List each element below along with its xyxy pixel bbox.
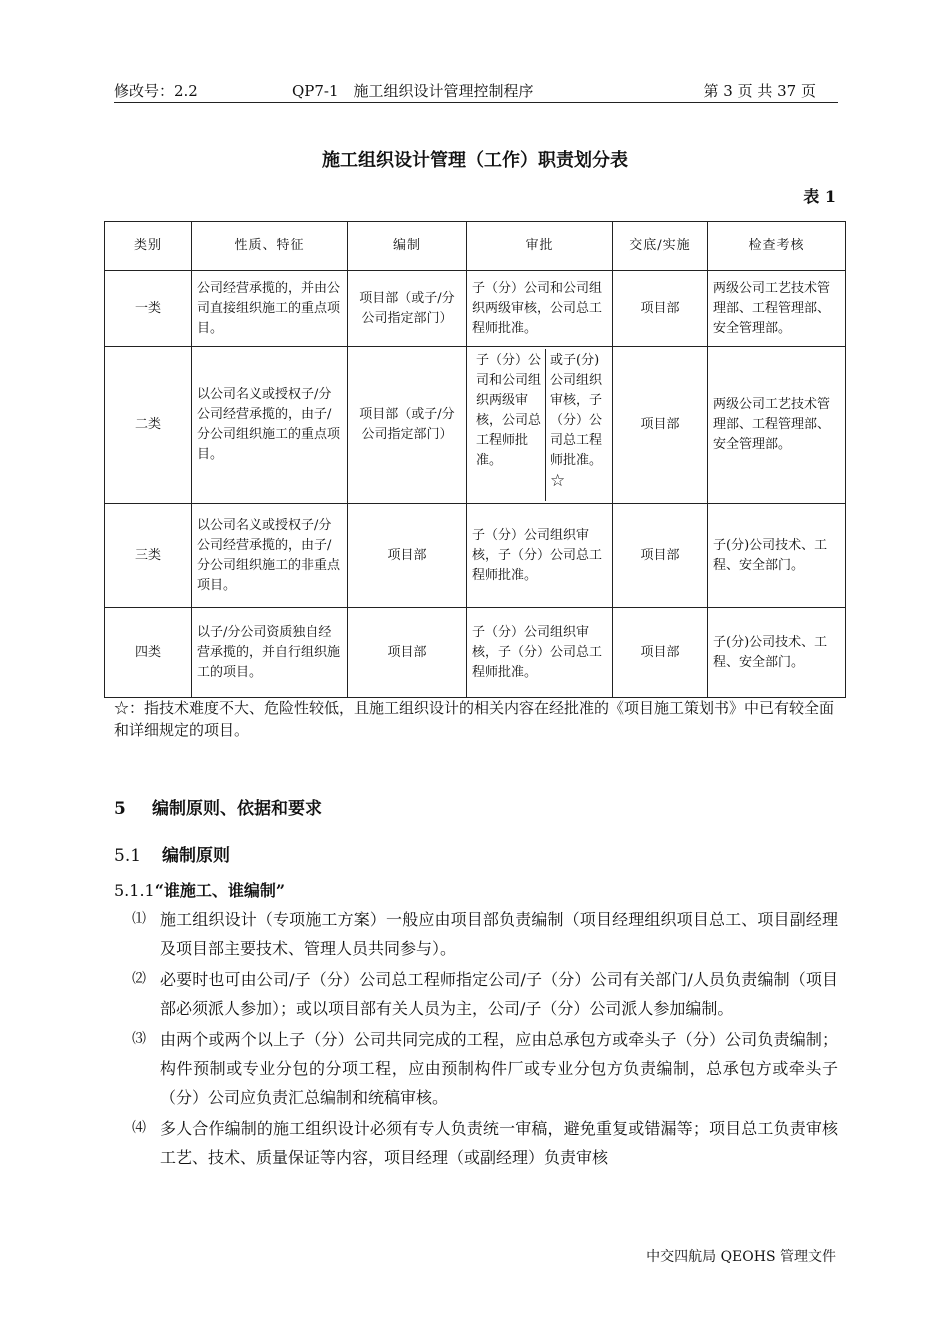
- item-marker: ⑷: [132, 1120, 146, 1136]
- row-implement: 项目部: [613, 271, 708, 347]
- table-number: 表 1: [803, 187, 836, 206]
- table-row: [105, 271, 846, 347]
- row-nature: 以子/分公司资质独自经营承揽的，并自行组织施工的项目。: [192, 608, 348, 698]
- row-compile: 项目部: [348, 608, 467, 698]
- row-category: 四类: [105, 608, 192, 698]
- subsection-title: 编制原则: [162, 846, 230, 866]
- approve-option-b: [546, 349, 607, 501]
- section-title: 编制原则、依据和要求: [152, 799, 322, 819]
- row-nature: 公司经营承揽的，并由公司直接组织施工的重点项目。: [192, 271, 348, 347]
- row-implement: 项目部: [613, 347, 708, 504]
- clause-list: [114, 905, 838, 1174]
- list-item: [114, 1025, 838, 1112]
- document-title: QP7-1 施工组织设计管理控制程序: [292, 82, 534, 100]
- row-implement: 项目部: [613, 504, 708, 608]
- row-category: 一类: [105, 271, 192, 347]
- item-marker: ⑴: [132, 911, 146, 927]
- table-row: [105, 504, 846, 608]
- row-inspect: 子(分)公司技术、工程、安全部门。: [708, 608, 846, 698]
- page-indicator: 第 3 页 共 37 页: [703, 82, 816, 100]
- approve-option-b-text: 或子(分)公司组织审核，子（分）公司总工程师批准。: [550, 353, 603, 468]
- row-approve: 子（分）公司组织审核，子（分）公司总工程师批准。: [467, 504, 613, 608]
- page-header: [114, 78, 838, 103]
- row-category: 二类: [105, 347, 192, 504]
- row-inspect: 子(分)公司技术、工程、安全部门。: [708, 504, 846, 608]
- item-text: 多人合作编制的施工组织设计必须有专人负责统一审稿，避免重复或错漏等；项目总工负责审核工艺、技术、质量保证等内容，项目经理（或副经理）负责审核: [160, 1119, 838, 1167]
- subsection-number: 5.1: [114, 846, 142, 866]
- header-nature: 性质、特征: [192, 222, 348, 271]
- page-footer: 中交四航局 QEOHS 管理文件: [646, 1249, 836, 1265]
- header-category: 类别: [105, 222, 192, 271]
- item-text: 必要时也可由公司/子（分）公司总工程师指定公司/子（分）公司有关部门/人员负责编制（项目部必须派人参加）；或以项目部有关人员为主，公司/子（分）公司派人参加编制。: [160, 970, 838, 1018]
- row-inspect: 两级公司工艺技术管理部、工程管理部、安全管理部。: [708, 347, 846, 504]
- row-compile: 项目部: [348, 504, 467, 608]
- table-title: 施工组织设计管理（工作）职责划分表: [322, 150, 628, 171]
- row-nature: 以公司名义或授权子/分公司经营承揽的，由子/分公司组织施工的重点项目。: [192, 347, 348, 504]
- header-approve: 审批: [467, 222, 613, 271]
- section-number: 5: [114, 799, 126, 819]
- item-marker: ⑵: [132, 971, 146, 987]
- row-inspect: 两级公司工艺技术管理部、工程管理部、安全管理部。: [708, 271, 846, 347]
- row-compile: 项目部（或子/分公司指定部门）: [348, 347, 467, 504]
- header-implement: 交底/实施: [613, 222, 708, 271]
- header-inspect: 检查考核: [708, 222, 846, 271]
- revision-number: 修改号：2.2: [114, 82, 198, 100]
- table-row: [105, 608, 846, 698]
- item-text: 由两个或两个以上子（分）公司共同完成的工程，应由总承包方或牵头子（分）公司负责编制；构件预制或专业分包的分项工程，应由预制构件厂或专业分包方负责编制，总承包方或牵头子（分）公司应负责汇总编制和统稿审核。: [160, 1030, 838, 1107]
- table-header-row: [105, 222, 846, 271]
- table-footnote: ☆：指技术难度不大、危险性较低，且施工组织设计的相关内容在经批准的《项目施工策划书》中已有较全面和详细规定的项目。: [114, 699, 835, 739]
- row-compile: 项目部（或子/分公司指定部门）: [348, 271, 467, 347]
- subsection-heading: [114, 841, 230, 866]
- star-icon: ☆: [550, 471, 566, 491]
- responsibility-table: [104, 221, 846, 698]
- list-item: [114, 1114, 838, 1172]
- list-item: [114, 965, 838, 1023]
- item-marker: ⑶: [132, 1031, 146, 1047]
- clause-title: “谁施工、谁编制”: [154, 881, 286, 900]
- row-nature: 以公司名义或授权子/分公司经营承揽的，由子/分公司组织施工的非重点项目。: [192, 504, 348, 608]
- clause-number: 5.1.1: [114, 881, 155, 900]
- list-item: [114, 905, 838, 963]
- approve-option-a: 子（分）公司和公司组织两级审核，公司总工程师批准。: [472, 349, 546, 501]
- row-category: 三类: [105, 504, 192, 608]
- item-text: 施工组织设计（专项施工方案）一般应由项目部负责编制（项目经理组织项目总工、项目副经理及项目部主要技术、管理人员共同参与）。: [160, 910, 838, 958]
- section-heading: [114, 794, 322, 819]
- header-compile: 编制: [348, 222, 467, 271]
- row-approve-split: [467, 347, 613, 504]
- row-approve: 子（分）公司和公司组织两级审核，公司总工程师批准。: [467, 271, 613, 347]
- table-row: [105, 347, 846, 504]
- clause-heading: [114, 878, 285, 901]
- row-implement: 项目部: [613, 608, 708, 698]
- row-approve: 子（分）公司组织审核，子（分）公司总工程师批准。: [467, 608, 613, 698]
